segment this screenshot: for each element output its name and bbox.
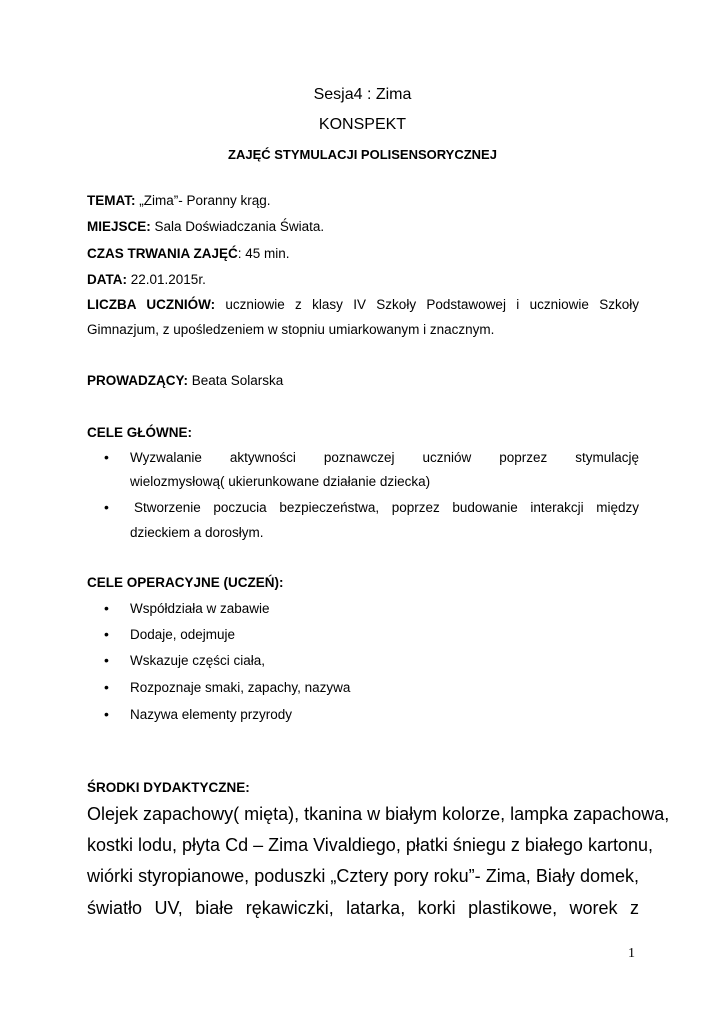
prowadzacy-label: PROWADZĄCY: — [87, 373, 188, 388]
data-value: 22.01.2015r. — [127, 272, 206, 287]
srodki-line: Olejek zapachowy( mięta), tkanina w białym kolorze, lampka zapachowa, — [87, 804, 670, 824]
cele-glowne-item-1-line-2: wielozmysłową( ukierunkowane działanie dziecka) — [130, 474, 431, 489]
cele-glowne-heading: CELE GŁÓWNE: — [87, 425, 192, 440]
temat-value: „Zima”- Poranny krąg. — [135, 193, 271, 208]
liczba-line-1 — [87, 297, 639, 312]
bullet-icon: • — [104, 652, 109, 668]
temat-label: TEMAT: — [87, 193, 136, 208]
bullet-icon: • — [104, 626, 109, 642]
bullet-icon: • — [104, 706, 109, 722]
cele-glowne-item-2-line-2: dzieckiem a dorosłym. — [130, 525, 264, 540]
cele-operacyjne-heading: CELE OPERACYJNE (UCZEŃ): — [87, 575, 284, 590]
document-title: KONSPEKT — [318, 116, 407, 133]
bullet-icon: • — [104, 449, 109, 465]
srodki-line: wiórki styropianowe, poduszki „Cztery pory roku”- Zima, Biały domek, — [87, 866, 639, 886]
czas-line — [87, 246, 639, 261]
miejsce-line — [87, 219, 639, 234]
liczba-line-2: Gimnazjum, z upośledzeniem w stopniu umiarkowanym i znacznym. — [87, 322, 495, 337]
czas-label: CZAS TRWANIA ZAJĘĆ — [87, 246, 238, 261]
miejsce-value: Sala Doświadczania Świata. — [150, 219, 325, 234]
srodki-line: światło UV, białe rękawiczki, latarka, korki plastikowe, worek z — [87, 898, 639, 918]
prowadzacy-line — [87, 373, 639, 388]
data-line — [87, 272, 639, 287]
cele-glowne-item-1-line-1: Wyzwalanie aktywności poznawczej uczniów poprzez stymulację — [130, 450, 639, 465]
session-title: Sesja4 : Zima — [313, 86, 412, 103]
srodki-heading: ŚRODKI DYDAKTYCZNE: — [87, 780, 250, 795]
document-subtitle: ZAJĘĆ STYMULACJI POLISENSORYCZNEJ — [228, 147, 497, 162]
cele-operacyjne-item: Wskazuje części ciała, — [130, 653, 266, 668]
prowadzacy-value: Beata Solarska — [188, 373, 284, 388]
cele-glowne-item-2-line-1: Stworzenie poczucia bezpieczeństwa, poprzez budowanie interakcji między — [134, 500, 639, 515]
cele-operacyjne-item: Dodaje, odejmuje — [130, 627, 236, 642]
cele-operacyjne-item: Rozpoznaje smaki, zapachy, nazywa — [130, 680, 351, 695]
srodki-line: kostki lodu, płyta Cd – Zima Vivaldiego, płatki śniegu z białego kartonu, — [87, 835, 653, 855]
czas-value: : 45 min. — [237, 246, 290, 261]
bullet-icon: • — [104, 600, 109, 616]
cele-operacyjne-item: Nazywa elementy przyrody — [130, 707, 293, 722]
bullet-icon: • — [104, 499, 109, 515]
page-number: 1 — [628, 946, 635, 961]
cele-operacyjne-item: Współdziała w zabawie — [130, 601, 270, 616]
liczba-label: LICZBA UCZNIÓW: — [87, 297, 216, 312]
temat-line — [87, 193, 639, 208]
bullet-icon: • — [104, 679, 109, 695]
data-label: DATA: — [87, 272, 127, 287]
liczba-value-1: uczniowie z klasy IV Szkoły Podstawowej i uczniowie Szkoły — [225, 297, 639, 312]
miejsce-label: MIEJSCE: — [87, 219, 151, 234]
